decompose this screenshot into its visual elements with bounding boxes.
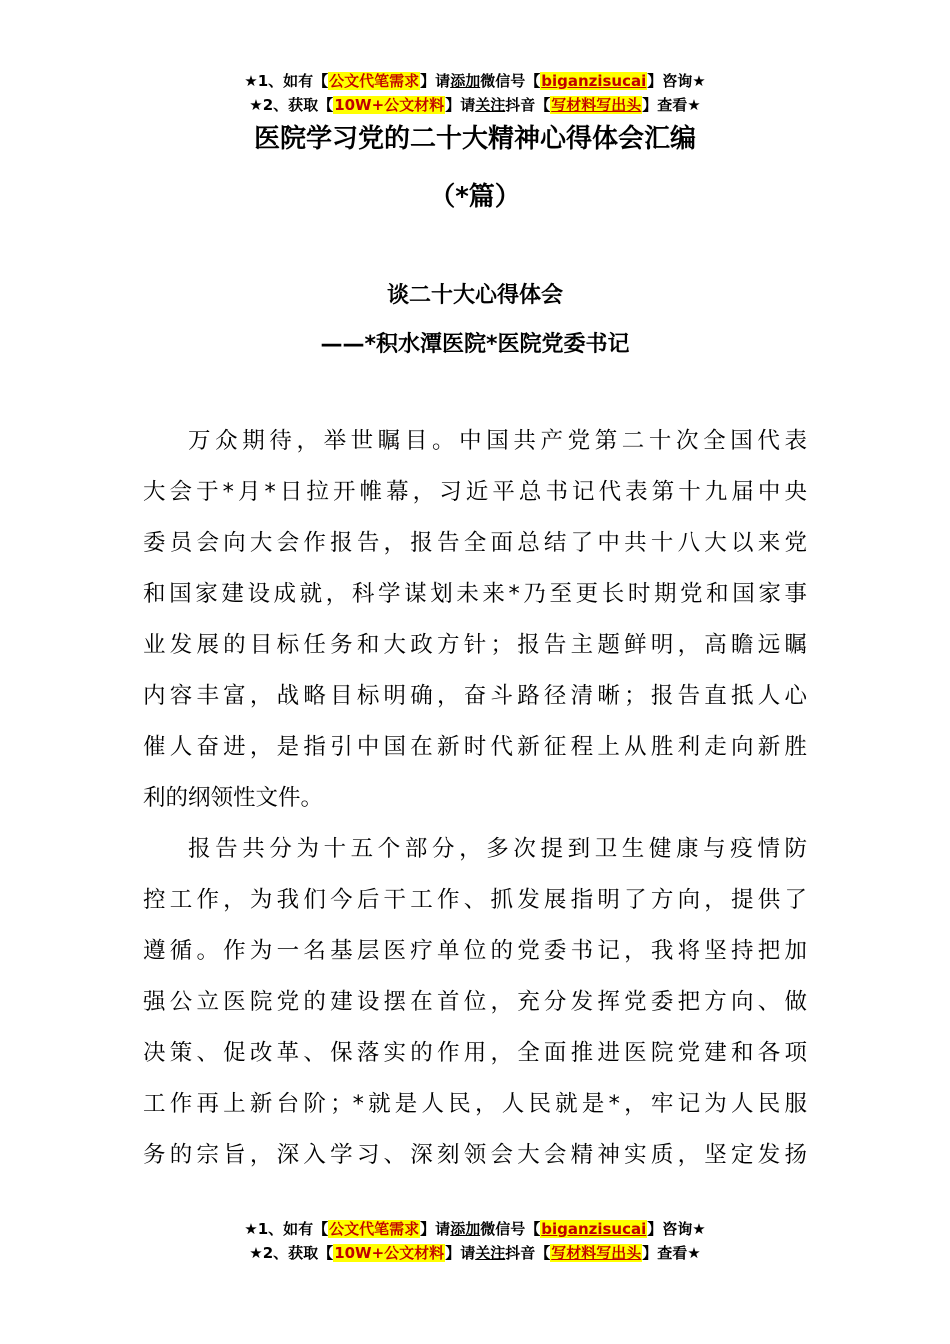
paragraph-line: 利的纲领性文件。 [143, 785, 324, 811]
promo-highlight-service: 公文代笔需求 [329, 1220, 420, 1238]
promo-line-2-suffix: 】查看★ [642, 1244, 701, 1262]
paragraph-line: 万众期待，举世瞩目。中国共产党第二十次全国代表 [188, 428, 807, 454]
promo-line-2-mid: 】请 [445, 96, 476, 114]
document-count: （*篇） [429, 182, 521, 212]
paragraph-line: 委员会向大会作报告，报告全面总结了中共十八大以来党 [143, 530, 807, 556]
paragraph-2 [143, 824, 807, 1181]
promo-line-1-suffix: 】咨询★ [647, 1220, 706, 1238]
promo-emphasis-follow: 关注 [475, 96, 506, 114]
paragraph-line: 遵循。作为一名基层医疗单位的党委书记，我将坚持把加 [143, 938, 807, 964]
paragraph-line: 工作再上新台阶；*就是人民，人民就是*，牢记为人民服 [143, 1091, 807, 1117]
promo-line-1-prefix: ★1、如有【 [244, 1220, 329, 1238]
promo-line-1-mid: 】请 [420, 72, 451, 90]
document-title: 医院学习党的二十大精神心得体会汇编 [253, 124, 696, 154]
promo-line-2 [0, 93, 950, 117]
promo-line-2-mid2: 抖音【 [505, 96, 551, 114]
promo-douyin-account-link[interactable]: 写材料写出头 [551, 1244, 642, 1262]
article-author: ——*积水潭医院*医院党委书记 [320, 332, 630, 357]
paragraph-line: 报告共分为十五个部分，多次提到卫生健康与疫情防 [188, 836, 807, 862]
promo-highlight-materials: 10W+公文材料 [334, 96, 445, 114]
promo-douyin-account-link[interactable]: 写材料写出头 [551, 96, 642, 114]
paragraph-line: 强公立医院党的建设摆在首位，充分发挥党委把方向、做 [143, 989, 807, 1015]
promo-banner-top [0, 69, 950, 117]
paragraph-line: 大会于*月*日拉开帷幕，习近平总书记代表第十九届中央 [143, 479, 807, 505]
promo-line-1-suffix: 】咨询★ [647, 72, 706, 90]
paragraph-line: 决策、促改革、保落实的作用，全面推进医院党建和各项 [143, 1040, 807, 1066]
promo-line-2-mid2: 抖音【 [505, 1244, 551, 1262]
promo-line-1-mid: 】请 [420, 1220, 451, 1238]
promo-line-1-mid2: 微信号【 [480, 72, 541, 90]
promo-emphasis-add: 添加 [450, 72, 481, 90]
promo-line-2 [0, 1241, 950, 1265]
promo-line-1 [0, 69, 950, 93]
paragraph-line: 内容丰富，战略目标明确，奋斗路径清晰；报告直抵人心 [143, 683, 807, 709]
promo-emphasis-follow: 关注 [475, 1244, 506, 1262]
paragraph-line: 控工作，为我们今后干工作、抓发展指明了方向，提供了 [143, 887, 807, 913]
promo-highlight-service: 公文代笔需求 [329, 72, 420, 90]
promo-wechat-id-link[interactable]: biganzisucai [541, 1220, 647, 1238]
paragraph-line: 务的宗旨，深入学习、深刻领会大会精神实质，坚定发扬 [143, 1142, 807, 1168]
promo-line-2-prefix: ★2、获取【 [249, 96, 334, 114]
promo-emphasis-add: 添加 [450, 1220, 481, 1238]
promo-highlight-materials: 10W+公文材料 [334, 1244, 445, 1262]
paragraph-1 [143, 416, 807, 824]
promo-line-1-prefix: ★1、如有【 [244, 72, 329, 90]
promo-wechat-id-link[interactable]: biganzisucai [541, 72, 647, 90]
paragraph-line: 业发展的目标任务和大政方针；报告主题鲜明，高瞻远瞩 [143, 632, 807, 658]
paragraph-line: 催人奋进，是指引中国在新时代新征程上从胜利走向新胜 [143, 734, 807, 760]
article-title: 谈二十大心得体会 [386, 283, 563, 308]
promo-banner-bottom [0, 1217, 950, 1265]
article-body [143, 416, 807, 1181]
promo-line-1 [0, 1217, 950, 1241]
promo-line-2-prefix: ★2、获取【 [249, 1244, 334, 1262]
promo-line-2-suffix: 】查看★ [642, 96, 701, 114]
promo-line-2-mid: 】请 [445, 1244, 476, 1262]
promo-line-1-mid2: 微信号【 [480, 1220, 541, 1238]
paragraph-line: 和国家建设成就，科学谋划未来*乃至更长时期党和国家事 [143, 581, 807, 607]
